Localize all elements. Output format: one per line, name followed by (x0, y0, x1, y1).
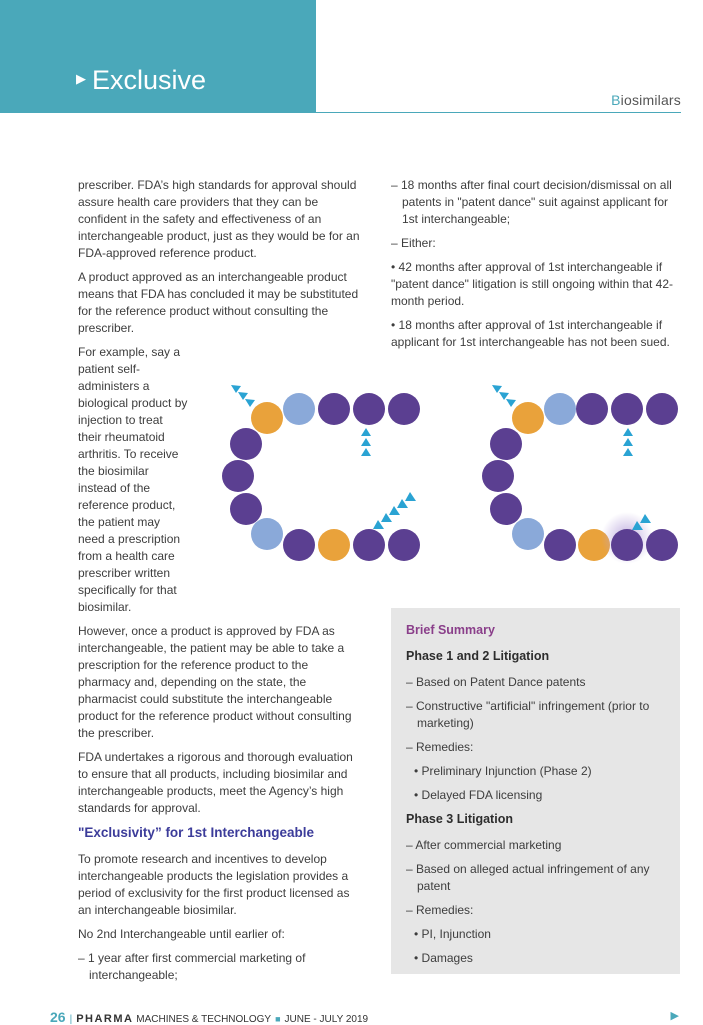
summary-item: – Remedies: (406, 740, 474, 754)
orange-bead (318, 529, 350, 561)
purple-bead (353, 529, 385, 561)
summary-item: • Delayed FDA licensing (414, 788, 543, 802)
left-column (78, 177, 363, 991)
purple-bead (388, 393, 420, 425)
section-banner (0, 0, 316, 113)
purple-bead (646, 393, 678, 425)
footer-divider: | (69, 1014, 73, 1025)
page-number: 26 (50, 1009, 66, 1025)
arrow-icon (623, 428, 633, 456)
molecule-diagrams (215, 378, 685, 568)
purple-bead (544, 529, 576, 561)
issue-date: JUNE - JULY 2019 (284, 1014, 369, 1025)
paragraph-wrap-figure: For example, say a patient self-administers a biological product by injection to treat their rheumatoid arthritis. To receive the biosimilar instead of the reference product, the patient may need a prescription from a health care prescriber written specifically for that biosimilar. (78, 345, 188, 614)
list-item: – 18 months after final court decision/dismissal on all patents in "patent dance" suit against applicant for 1st interchangeable; (391, 178, 672, 226)
play-triangle-icon: ▶ (76, 70, 86, 86)
magazine-brand: PHARMA (76, 1013, 134, 1025)
list-item: – Either: (391, 236, 436, 250)
brief-summary-box (391, 608, 680, 974)
paragraph: prescriber. FDA’s high standards for approval should assure health care providers that they can be confident in the safety and effectiveness of an interchangeable product, just as they would be for an FDA-approved reference product. (78, 178, 360, 260)
topic-label: Biosimilars (611, 92, 681, 108)
summary-item: – Constructive "artificial" infringement (prior to marketing) (406, 699, 650, 730)
topic-rule (316, 112, 681, 113)
lightblue-bead (251, 518, 283, 550)
section-title: ▶ Exclusive (76, 65, 207, 95)
diagram-interchangeable-2 (482, 385, 678, 564)
arrow-icon (492, 385, 516, 407)
purple-bead (318, 393, 350, 425)
summary-title: Brief Summary (406, 623, 495, 637)
lightblue-bead (283, 393, 315, 425)
square-icon: ■ (275, 1014, 281, 1024)
orange-bead (251, 402, 283, 434)
purple-bead (490, 428, 522, 460)
purple-bead (611, 529, 643, 561)
purple-bead (230, 428, 262, 460)
summary-item: • Preliminary Injunction (Phase 2) (414, 764, 592, 778)
paragraph: However, once a product is approved by FDA as interchangeable, the patient may be able to take a prescription for the reference product to the pharmacy and, depending on the state, the pharmacist could substitute the interchangeable product for the reference product without consulting the prescriber. (78, 624, 352, 740)
purple-bead (576, 393, 608, 425)
summary-item: – Remedies: (406, 903, 474, 917)
purple-bead (353, 393, 385, 425)
summary-item: – After commercial marketing (406, 838, 562, 852)
list-item: • 42 months after approval of 1st interchangeable if "patent dance" litigation is still ongoing within that 42-month period. (391, 260, 674, 308)
summary-item: • PI, Injunction (414, 927, 491, 941)
subheading: "Exclusivity” for 1st Interchangeable (78, 825, 314, 840)
purple-bead (611, 393, 643, 425)
paragraph: No 2nd Interchangeable until earlier of: (78, 927, 285, 941)
paragraph: A product approved as an interchangeable product means that FDA has concluded it may be substituted for the reference product without consulting the prescriber. (78, 270, 359, 335)
right-column (391, 177, 681, 358)
purple-bead (388, 529, 420, 561)
summary-heading: Phase 1 and 2 Litigation (406, 649, 550, 663)
arrow-icon (373, 492, 416, 529)
magazine-brand-rest: MACHINES & TECHNOLOGY (136, 1014, 272, 1025)
summary-item: – Based on alleged actual infringement of any patent (406, 862, 650, 893)
purple-bead (283, 529, 315, 561)
summary-heading: Phase 3 Litigation (406, 812, 513, 826)
paragraph: To promote research and incentives to develop interchangeable products the legislation provides a period of exclusivity for the first product licensed as an interchangeable biosimilar. (78, 852, 350, 917)
summary-item: – Based on Patent Dance patents (406, 675, 586, 689)
lightblue-bead (512, 518, 544, 550)
purple-bead (490, 493, 522, 525)
diagram-interchangeable-1 (222, 385, 420, 561)
lightblue-bead (544, 393, 576, 425)
purple-bead (230, 493, 262, 525)
purple-bead (482, 460, 514, 492)
purple-bead (646, 529, 678, 561)
next-page-arrow-icon[interactable]: ▶ (670, 1010, 679, 1022)
list-item: • 18 months after approval of 1st interchangeable if applicant for 1st interchangeable has not been sued. (391, 318, 670, 349)
summary-item: • Damages (414, 951, 473, 965)
paragraph: – 1 year after first commercial marketing of interchangeable; (78, 951, 306, 982)
orange-bead (512, 402, 544, 434)
page-footer (50, 1009, 368, 1025)
arrow-icon (231, 385, 255, 407)
arrow-icon (361, 428, 371, 456)
paragraph: FDA undertakes a rigorous and thorough evaluation to ensure that all products, including biosimilar and interchangeable products, meet the Agency’s high standards for approval. (78, 750, 353, 815)
purple-bead (222, 460, 254, 492)
